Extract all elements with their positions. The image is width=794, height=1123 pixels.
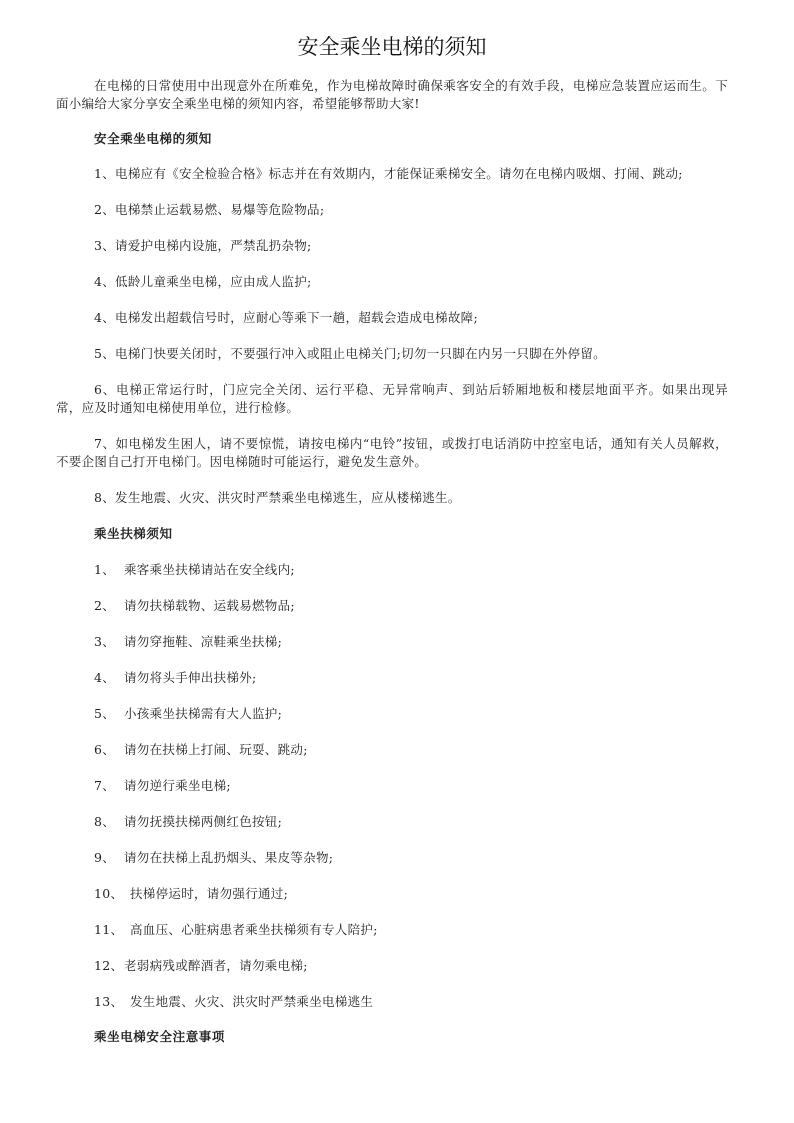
escalator-rule-text: 请勿扶梯载物、运载易燃物品; [124,598,295,613]
escalator-rule-text: 小孩乘坐扶梯需有大人监护; [124,706,283,721]
escalator-rule-number: 10、 [94,886,124,901]
elevator-rule-4b: 4、电梯发出超载信号时，应耐心等乘下一趟，超载会造成电梯故障; [94,310,478,325]
elevator-rule-7: 7、如电梯发生困人，请不要惊慌，请按电梯内“电铃”按钮，或拨打电话消防中控室电话，通知有关人员解救，不要企图自己打开电梯门。因电梯随时可能运行，避免发生意外。 [56,436,728,469]
escalator-rule-number: 12、 [94,958,124,973]
escalator-rule [56,813,728,831]
escalator-rule-text: 请勿在扶梯上打闹、玩耍、跳动; [124,742,308,757]
escalator-rule [56,777,728,795]
elevator-rule-4a: 4、低龄儿童乘坐电梯，应由成人监护; [94,274,312,289]
escalator-rule-number: 6、 [94,742,116,757]
escalator-rule-text: 老弱病残或醉酒者，请勿乘电梯; [124,958,308,973]
escalator-rule-text: 请勿在扶梯上乱扔烟头、果皮等杂物; [124,850,334,865]
escalator-rule-number: 1、 [94,562,116,577]
elevator-rule-5: 5、电梯门快要关闭时，不要强行冲入或阻止电梯关门;切勿一只脚在内另一只脚在外停留。 [94,346,606,361]
escalator-rule-number: 4、 [94,670,116,685]
escalator-rule [56,993,728,1011]
escalator-rule-number: 8、 [94,814,116,829]
escalator-rule-text: 请勿逆行乘坐电梯; [124,778,231,793]
escalator-rule-number: 7、 [94,778,116,793]
escalator-rule [56,921,728,939]
section-heading-elevator: 安全乘坐电梯的须知 [94,131,212,146]
escalator-rule [56,705,728,723]
intro-paragraph: 在电梯的日常使用中出现意外在所难免，作为电梯故障时确保乘客安全的有效手段，电梯应急装置应运而生。下面小编给大家分享安全乘坐电梯的须知内容，希望能够帮助大家! [56,78,728,111]
elevator-rule-6: 6、电梯正常运行时，门应完全关闭、运行平稳、无异常响声、到站后轿厢地板和楼层地面平齐。如果出现异常，应及时通知电梯使用单位，进行检修。 [56,382,728,415]
escalator-rule-number: 3、 [94,634,116,649]
escalator-rule-text: 乘客乘坐扶梯请站在安全线内; [124,562,295,577]
elevator-rule-2: 2、电梯禁止运载易燃、易爆等危险物品; [94,202,325,217]
escalator-rule-number: 9、 [94,850,116,865]
document-page [56,30,728,1046]
escalator-rule-text: 扶梯停运时，请勿强行通过; [130,886,289,901]
escalator-rule [56,885,728,903]
escalator-rule-number: 2、 [94,598,116,613]
escalator-rule [56,633,728,651]
escalator-rule-number: 5、 [94,706,116,721]
escalator-rule-number: 11、 [94,922,124,937]
escalator-rule [56,561,728,579]
escalator-rule-text: 请勿抚摸扶梯两侧红色按钮; [124,814,283,829]
section-heading-safety: 乘坐电梯安全注意事项 [94,1029,226,1044]
escalator-rule [56,849,728,867]
escalator-rule-number: 13、 [94,994,124,1009]
elevator-rule-1: 1、电梯应有《安全检验合格》标志并在有效期内，才能保证乘梯安全。请勿在电梯内吸烟、打闹、跳动; [94,166,683,181]
escalator-rule [56,741,728,759]
escalator-rule-text: 请勿将头手伸出扶梯外; [124,670,257,685]
document-title: 安全乘坐电梯的须知 [297,35,487,59]
elevator-rule-8: 8、发生地震、火灾、洪灾时严禁乘坐电梯逃生，应从楼梯逃生。 [94,490,461,505]
escalator-rule [56,957,728,975]
escalator-rule-text: 发生地震、火灾、洪灾时严禁乘坐电梯逃生 [130,994,374,1009]
section-heading-escalator: 乘坐扶梯须知 [94,526,173,541]
escalator-rule-text: 请勿穿拖鞋、凉鞋乘坐扶梯; [124,634,283,649]
escalator-rule [56,597,728,615]
escalator-rule-text: 高血压、心脏病患者乘坐扶梯须有专人陪护; [130,922,378,937]
escalator-rule [56,669,728,687]
elevator-rule-3: 3、请爱护电梯内设施，严禁乱扔杂物; [94,238,312,253]
